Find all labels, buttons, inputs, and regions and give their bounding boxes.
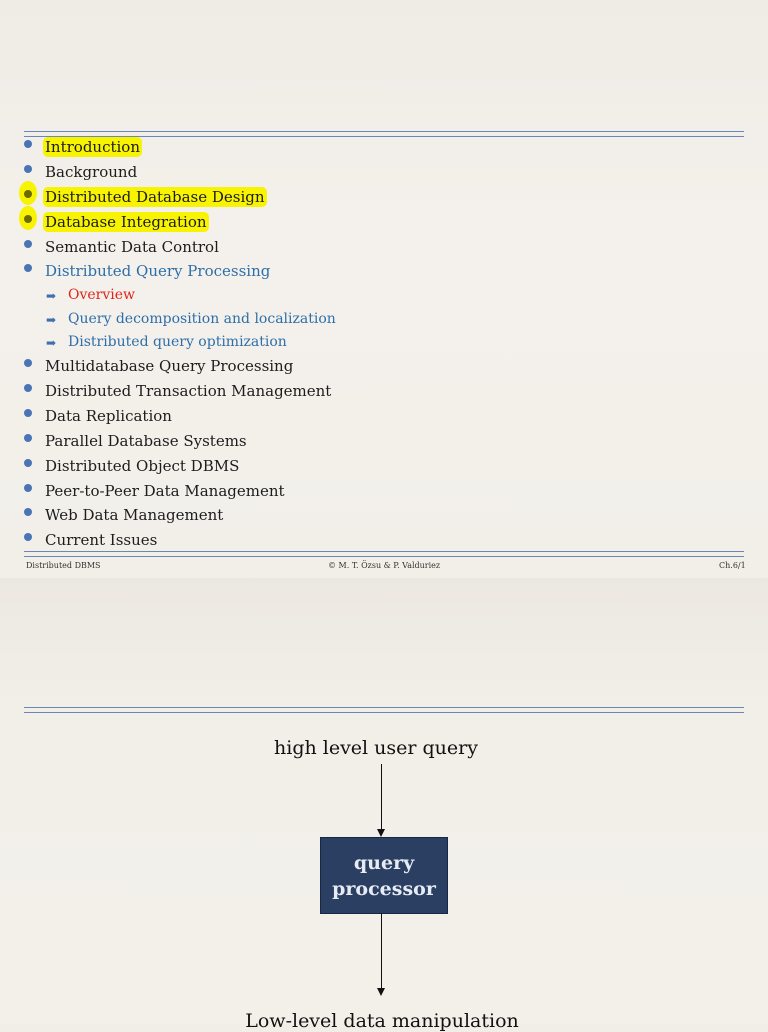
bullet-icon	[24, 409, 32, 417]
outline-item-distributed-object	[0, 456, 768, 480]
outline-item-distributed-query-processing	[0, 261, 768, 285]
bullet-icon	[24, 264, 32, 272]
output-arrow-line	[381, 913, 382, 989]
outline-label: Web Data Management	[45, 506, 224, 524]
outline-label: Distributed Query Processing	[45, 262, 271, 280]
arrow-right-icon: ➡	[46, 313, 57, 327]
subitem-label: Query decomposition and localization	[68, 311, 336, 327]
outline-label: Distributed Database Design	[45, 188, 265, 206]
outline-item-semantic-data-control	[0, 237, 768, 261]
outline-item-introduction	[0, 137, 768, 161]
bullet-icon	[24, 459, 32, 467]
outline-label: Distributed Object DBMS	[45, 457, 240, 475]
outline-item-parallel-database	[0, 431, 768, 455]
outline-label: Data Replication	[45, 407, 172, 425]
outline-label: Distributed Transaction Management	[45, 382, 332, 400]
outline-label: Introduction	[45, 138, 140, 156]
bullet-icon	[24, 359, 32, 367]
outline-label: Background	[45, 163, 138, 181]
bullet-icon	[24, 484, 32, 492]
arrow-right-icon: ➡	[46, 336, 57, 350]
bullet-icon	[24, 140, 32, 148]
slide2-double-rule	[24, 707, 744, 713]
outline-label: Current Issues	[45, 531, 158, 549]
bullet-icon	[24, 434, 32, 442]
input-arrow-line	[381, 764, 382, 830]
bullet-icon	[24, 165, 32, 173]
query-processor-box	[320, 837, 448, 914]
outline-item-background	[0, 162, 768, 186]
footer-right: Ch.6/1	[719, 561, 746, 570]
outline-item-database-integration	[0, 212, 768, 236]
outline-item-data-replication	[0, 406, 768, 430]
bullet-icon	[24, 215, 32, 223]
subitem-label: Distributed query optimization	[68, 334, 287, 350]
processor-line-1: query	[353, 851, 415, 874]
bullet-icon	[24, 384, 32, 392]
footer-center: © M. T. Özsu & P. Valduriez	[328, 561, 441, 570]
footer-left: Distributed DBMS	[26, 561, 101, 570]
outline-item-transaction-management	[0, 381, 768, 405]
subitem-label: Overview	[68, 287, 136, 303]
outline-item-distributed-database-design	[0, 187, 768, 211]
outline-item-web-data	[0, 505, 768, 529]
bullet-icon	[24, 508, 32, 516]
arrow-down-icon	[377, 829, 385, 837]
outline-item-peer-to-peer	[0, 481, 768, 505]
bullet-icon	[24, 533, 32, 541]
outline-label: Peer-to-Peer Data Management	[45, 482, 285, 500]
subitem-query-decomposition	[0, 310, 768, 332]
outline-label: Parallel Database Systems	[45, 432, 247, 450]
low-level-output-label: Low-level data manipulation	[245, 1010, 519, 1032]
processor-line-2: processor	[332, 877, 436, 900]
bottom-double-rule	[24, 551, 744, 557]
slide-query-processor	[0, 578, 768, 1024]
outline-item-multidatabase	[0, 356, 768, 380]
subitem-overview	[0, 286, 768, 308]
arrow-right-icon: ➡	[46, 289, 57, 303]
high-level-query-label: high level user query	[274, 737, 478, 759]
outline-label: Semantic Data Control	[45, 238, 219, 256]
subitem-query-optimization	[0, 333, 768, 355]
outline-label: Multidatabase Query Processing	[45, 357, 294, 375]
bullet-icon	[24, 240, 32, 248]
bullet-icon	[24, 190, 32, 198]
arrow-down-icon	[377, 988, 385, 996]
outline-label: Database Integration	[45, 213, 207, 231]
